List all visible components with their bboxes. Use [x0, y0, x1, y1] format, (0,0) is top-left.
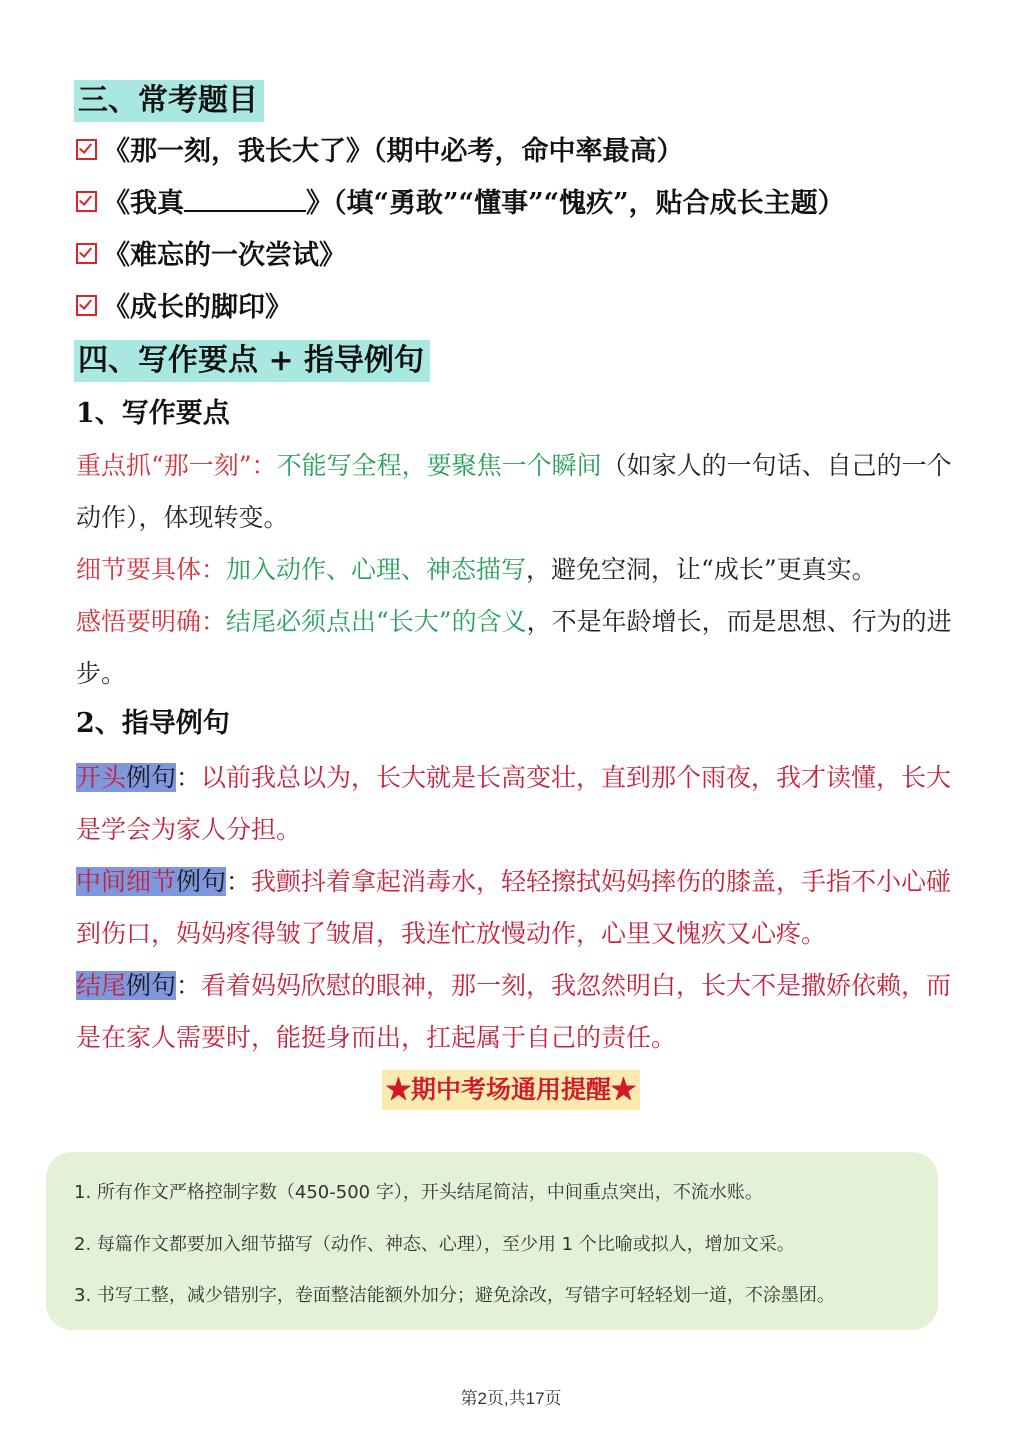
- example-colon: ：: [176, 971, 202, 1000]
- topic-note: （期中必考，命中率最高）: [373, 136, 684, 167]
- fill-blank-line: [184, 190, 306, 212]
- example-sentences-subheading: 2、指导例句: [76, 708, 230, 739]
- topic-title-start: 《我真: [103, 188, 184, 219]
- topic-item: [76, 186, 845, 222]
- example-tag: [76, 971, 176, 1000]
- point-emphasis: 不能写全程，要聚焦一个瞬间: [276, 451, 602, 480]
- topic-title: 《那一刻，我长大了》: [103, 136, 373, 167]
- example-text: 看着妈妈欣慰的眼神，那一刻，我忽然明白，长大不是撒娇依赖，而是在家人需要时，能挺身而出，扛起属于自己的责任。: [76, 971, 952, 1052]
- checkbox-icon: [76, 139, 97, 160]
- writing-point: [76, 440, 956, 544]
- example-tag-suffix: 例句: [176, 867, 227, 896]
- point-emphasis: 结尾必须点出“长大”的含义: [226, 607, 527, 636]
- point-text: （如家人的一句话、自己的一个动作），体现转变。: [76, 451, 952, 532]
- example-sentence: [76, 856, 956, 960]
- writing-point: [76, 596, 956, 700]
- section4-heading: 四、写作要点 + 指导例句: [74, 340, 430, 382]
- example-tag-label: 开头: [76, 763, 127, 792]
- writing-points-subheading: 1、写作要点: [76, 398, 230, 429]
- checkbox-icon: [76, 243, 97, 264]
- topic-title: 《难忘的一次尝试》: [103, 240, 346, 271]
- tip-item: 3. 书写工整，减少错别字，卷面整洁能额外加分；避免涂改，写错字可轻轻划一道，不涂墨团。: [74, 1285, 835, 1306]
- topic-item: [76, 134, 684, 170]
- example-tag-suffix: 例句: [126, 971, 177, 1000]
- point-label: 细节要具体：: [76, 555, 227, 584]
- example-text: 我颤抖着拿起消毒水，轻轻擦拭妈妈摔伤的膝盖，手指不小心碰到伤口，妈妈疼得皱了皱眉，我连忙放慢动作，心里又愧疚又心疼。: [76, 867, 952, 948]
- point-text: ，不是年龄增长，而是思想、行为的进步。: [76, 607, 952, 688]
- point-emphasis: 加入动作、心理、神态描写: [226, 555, 527, 584]
- example-tag-label: 结尾: [76, 971, 127, 1000]
- checkbox-icon: [76, 191, 97, 212]
- topic-item: [76, 290, 292, 326]
- example-tag: [76, 763, 176, 792]
- example-colon: ：: [226, 867, 252, 896]
- tip-item: 2. 每篇作文都要加入细节描写（动作、神态、心理），至少用 1 个比喻或拟人，增加文采。: [74, 1234, 795, 1255]
- checkbox-icon: [76, 295, 97, 316]
- example-tag: [76, 867, 226, 896]
- example-tag-label: 中间细节: [76, 867, 177, 896]
- writing-point: [76, 544, 956, 596]
- exam-reminder-heading: ★期中考场通用提醒★: [382, 1070, 640, 1110]
- tip-item: 1. 所有作文严格控制字数（450-500 字），开头结尾简洁，中间重点突出，不流水账。: [74, 1182, 763, 1203]
- section3-heading: 三、常考题目: [74, 80, 264, 122]
- point-text: ，避免空洞，让“成长”更真实。: [526, 555, 877, 584]
- example-text: 以前我总以为，长大就是长高变壮，直到那个雨夜，我才读懂，长大是学会为家人分担。: [76, 763, 952, 844]
- topic-note: （填“勇敢”“懂事”“愧疚”，贴合成长主题）: [333, 188, 845, 219]
- topic-title: 《成长的脚印》: [103, 292, 292, 323]
- example-sentence: [76, 752, 956, 856]
- page-number: 第2页,共17页: [460, 1389, 562, 1408]
- tips-box: [46, 1152, 938, 1330]
- example-colon: ：: [176, 763, 202, 792]
- example-sentence: [76, 960, 956, 1064]
- point-label: 重点抓“那一刻”：: [76, 451, 277, 480]
- topic-title-end: 》: [306, 188, 333, 219]
- topic-item: [76, 238, 346, 274]
- example-tag-suffix: 例句: [126, 763, 177, 792]
- point-label: 感悟要明确：: [76, 607, 227, 636]
